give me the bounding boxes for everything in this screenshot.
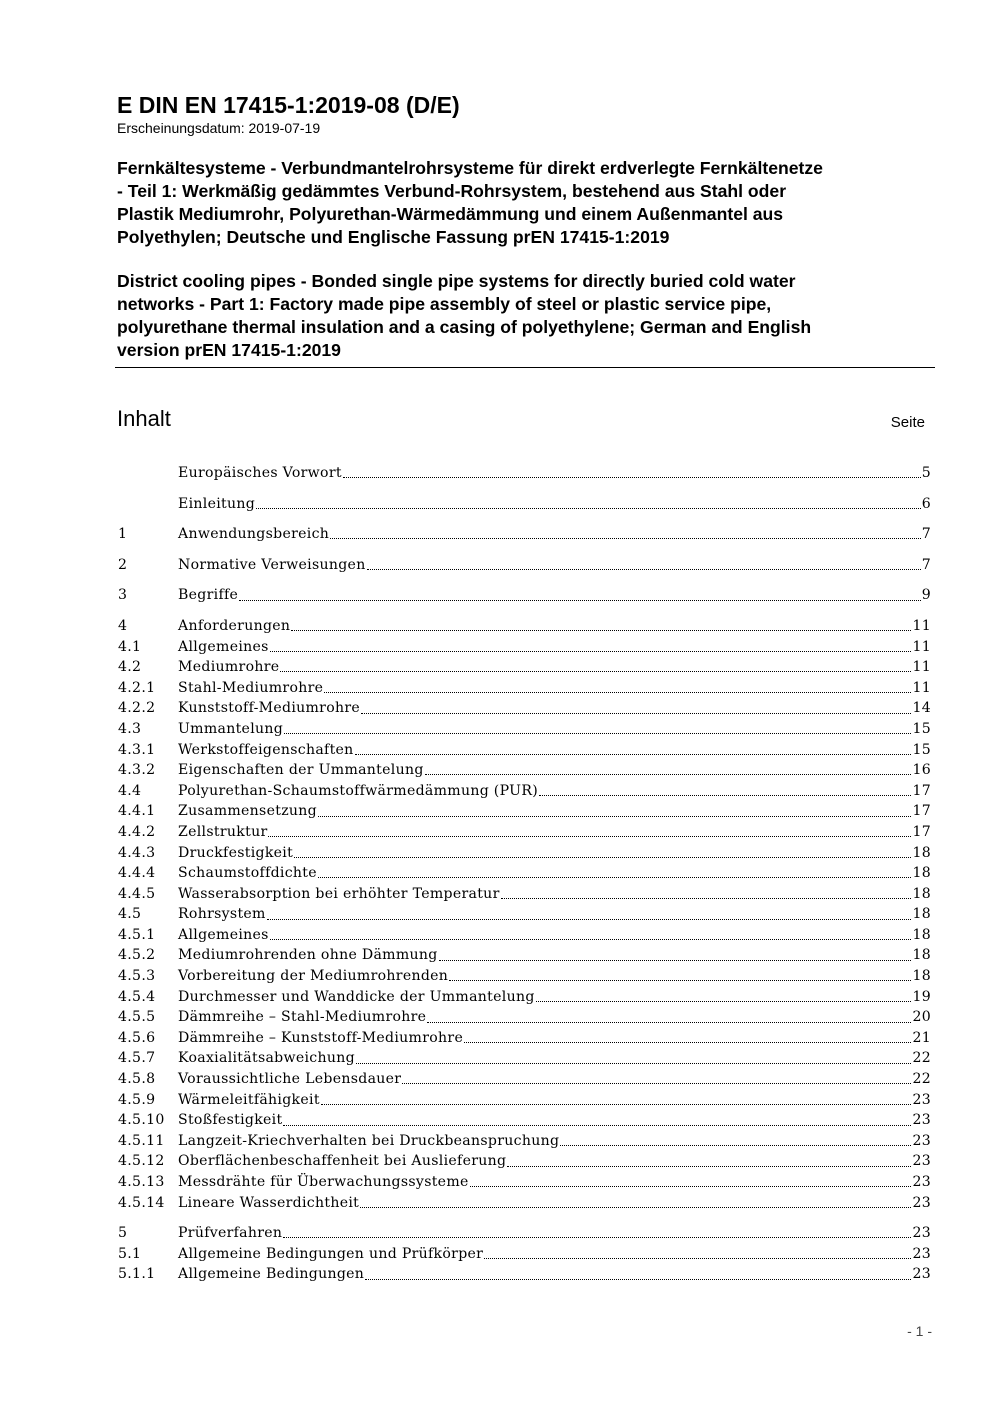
toc-entry[interactable] bbox=[118, 1048, 931, 1069]
header-divider bbox=[115, 367, 935, 368]
toc-entry[interactable] bbox=[118, 781, 931, 802]
title-german-line: - Teil 1: Werkmäßig gedämmtes Verbund-Rohrsystem, bestehend aus Stahl oder bbox=[117, 181, 787, 201]
toc-entry[interactable] bbox=[118, 524, 931, 545]
toc-entry-title: Zusammensetzung bbox=[178, 803, 317, 820]
toc-dot-leader bbox=[356, 1062, 911, 1064]
toc-entry-page: 18 bbox=[912, 947, 931, 964]
toc-entry-title: Allgemeines bbox=[178, 926, 269, 943]
toc-entry-page: 18 bbox=[912, 865, 931, 882]
toc-entry-number: 5.1 bbox=[118, 1245, 142, 1262]
toc-dot-leader bbox=[280, 670, 911, 672]
toc-entry[interactable] bbox=[118, 822, 931, 843]
toc-dot-leader bbox=[361, 712, 911, 714]
toc-entry-number: 4.5.11 bbox=[118, 1132, 165, 1149]
toc-entry-page: 11 bbox=[912, 659, 931, 676]
toc-entry-page: 20 bbox=[912, 1009, 931, 1026]
table-of-contents bbox=[118, 463, 931, 1285]
toc-entry[interactable] bbox=[118, 1223, 931, 1244]
toc-entry-title: Anwendungsbereich bbox=[178, 526, 330, 543]
toc-entry-page: 11 bbox=[912, 638, 931, 655]
toc-entry-number: 4.5.13 bbox=[118, 1174, 165, 1190]
toc-entry[interactable] bbox=[118, 863, 931, 884]
toc-entry-number: 4.4.3 bbox=[118, 844, 156, 861]
toc-entry-title: Stahl-Mediumrohre bbox=[178, 679, 324, 696]
toc-entry[interactable] bbox=[118, 463, 931, 484]
toc-dot-leader bbox=[536, 1000, 912, 1002]
toc-dot-leader bbox=[449, 979, 911, 981]
toc-entry-title: Druckfestigkeit bbox=[178, 844, 294, 861]
toc-entry-title: Schaumstoffdichte bbox=[178, 865, 317, 882]
document-id: E DIN EN 17415-1:2019-08 (D/E) bbox=[117, 92, 460, 118]
toc-entry[interactable] bbox=[118, 1151, 931, 1172]
toc-entry-number: 4.5.9 bbox=[118, 1091, 156, 1108]
toc-entry[interactable] bbox=[118, 945, 931, 966]
toc-dot-leader bbox=[268, 835, 911, 837]
toc-entry-title: Zellstruktur bbox=[178, 823, 268, 840]
toc-entry[interactable] bbox=[118, 1110, 931, 1131]
toc-entry[interactable] bbox=[118, 760, 931, 781]
toc-entry-title: Messdrähte für Überwachungssysteme bbox=[178, 1174, 469, 1190]
toc-entry-title: Normative Verweisungen bbox=[178, 556, 366, 573]
title-english-line: polyurethane thermal insulation and a casing of polyethylene; German and English bbox=[117, 317, 812, 337]
toc-dot-leader bbox=[343, 476, 921, 478]
toc-entry[interactable] bbox=[118, 637, 931, 658]
toc-entry-number: 4.5.6 bbox=[118, 1029, 156, 1046]
toc-entry-number: 3 bbox=[118, 587, 128, 604]
toc-entry[interactable] bbox=[118, 616, 931, 637]
toc-entry-title: Wasserabsorption bei erhöhter Temperatur bbox=[178, 885, 500, 902]
publication-date: Erscheinungsdatum: 2019-07-19 bbox=[117, 120, 321, 136]
toc-entry-number: 4.4 bbox=[118, 782, 142, 799]
page-number: - 1 - bbox=[907, 1323, 932, 1339]
toc-entry[interactable] bbox=[118, 987, 931, 1008]
toc-entry-title: Voraussichtliche Lebensdauer bbox=[178, 1071, 402, 1088]
toc-entry-number: 4.5.4 bbox=[118, 988, 156, 1005]
toc-dot-leader bbox=[284, 732, 911, 734]
toc-entry-title: Dämmreihe – Kunststoff-Mediumrohre bbox=[178, 1029, 464, 1046]
toc-entry-title: Allgemeine Bedingungen bbox=[178, 1266, 365, 1283]
toc-dot-leader bbox=[294, 856, 911, 858]
toc-entry-page: 18 bbox=[912, 885, 931, 902]
toc-entry-number: 4.5.3 bbox=[118, 968, 156, 985]
page-column-heading: Seite bbox=[890, 414, 925, 431]
toc-entry-number: 4.4.5 bbox=[118, 885, 156, 902]
title-english bbox=[117, 270, 935, 364]
toc-entry-page: 22 bbox=[912, 1071, 931, 1088]
toc-entry-title: Oberflächenbeschaffenheit bei Auslieferung bbox=[178, 1153, 507, 1170]
toc-entry-number: 4.4.1 bbox=[118, 803, 156, 820]
toc-entry-page: 23 bbox=[912, 1112, 931, 1129]
toc-entry-title: Rohrsystem bbox=[178, 906, 266, 923]
toc-entry-title: Prüfverfahren bbox=[178, 1225, 283, 1242]
toc-entry-title: Langzeit-Kriechverhalten bei Druckbeanspruchung bbox=[178, 1132, 560, 1149]
toc-entry-number: 4.3 bbox=[118, 720, 142, 737]
toc-dot-leader bbox=[330, 537, 921, 539]
toc-entry-title: Allgemeines bbox=[178, 638, 269, 655]
toc-entry-title: Mediumrohrenden ohne Dämmung bbox=[178, 947, 438, 964]
toc-entry-page: 18 bbox=[912, 926, 931, 943]
toc-entry-number: 4.5.7 bbox=[118, 1050, 156, 1067]
toc-entry[interactable] bbox=[118, 1007, 931, 1028]
toc-dot-leader bbox=[501, 897, 912, 899]
toc-entry-page: 23 bbox=[912, 1194, 931, 1211]
toc-dot-leader bbox=[256, 507, 921, 509]
toc-entry[interactable] bbox=[118, 740, 931, 761]
toc-entry-page: 23 bbox=[912, 1174, 931, 1190]
toc-entry-number: 4.4.4 bbox=[118, 865, 156, 882]
toc-dot-leader bbox=[439, 959, 912, 961]
title-english-line: version prEN 17415-1:2019 bbox=[117, 340, 341, 360]
toc-dot-leader bbox=[464, 1041, 911, 1043]
toc-entry-number: 4.2 bbox=[118, 659, 142, 676]
title-german-line: Polyethylen; Deutsche und Englische Fassung prEN 17415-1:2019 bbox=[117, 227, 670, 247]
toc-entry-page: 7 bbox=[921, 526, 931, 543]
toc-entry[interactable] bbox=[118, 1172, 931, 1193]
toc-dot-leader bbox=[283, 1236, 911, 1238]
toc-dot-leader bbox=[402, 1082, 911, 1084]
toc-entry-page: 14 bbox=[912, 700, 931, 717]
toc-entry-page: 21 bbox=[912, 1029, 931, 1046]
toc-entry-page: 15 bbox=[912, 741, 931, 758]
toc-entry-title: Europäisches Vorwort bbox=[178, 465, 342, 481]
toc-dot-leader bbox=[324, 691, 911, 693]
toc-entry-number: 4.3.2 bbox=[118, 762, 156, 779]
toc-entry-number: 4.5.5 bbox=[118, 1009, 156, 1026]
toc-entry[interactable] bbox=[118, 1028, 931, 1049]
toc-entry-number: 5.1.1 bbox=[118, 1266, 156, 1283]
toc-dot-leader bbox=[318, 876, 912, 878]
toc-entry-number: 1 bbox=[118, 526, 128, 543]
toc-entry[interactable] bbox=[118, 884, 931, 905]
toc-entry-title: Werkstoffeigenschaften bbox=[178, 741, 354, 758]
toc-entry-title: Ummantelung bbox=[178, 720, 284, 737]
toc-entry-number: 4 bbox=[118, 617, 128, 634]
toc-entry[interactable] bbox=[118, 925, 931, 946]
toc-entry-page: 23 bbox=[912, 1153, 931, 1170]
toc-entry-number: 4.5.12 bbox=[118, 1153, 165, 1170]
toc-entry-number: 4.5 bbox=[118, 906, 142, 923]
toc-entry-page: 17 bbox=[912, 803, 931, 820]
toc-entry-number: 4.5.2 bbox=[118, 947, 156, 964]
toc-entry-title: Eigenschaften der Ummantelung bbox=[178, 762, 424, 779]
toc-dot-leader bbox=[560, 1144, 911, 1146]
toc-entry[interactable] bbox=[118, 1131, 931, 1152]
toc-dot-leader bbox=[270, 650, 912, 652]
toc-entry-page: 16 bbox=[912, 762, 931, 779]
toc-entry-title: Einleitung bbox=[178, 495, 256, 512]
toc-entry-page: 23 bbox=[912, 1091, 931, 1108]
toc-entry-page: 18 bbox=[912, 844, 931, 861]
toc-entry[interactable] bbox=[118, 904, 931, 925]
toc-entry-page: 23 bbox=[912, 1225, 931, 1242]
toc-entry[interactable] bbox=[118, 698, 931, 719]
toc-entry[interactable] bbox=[118, 585, 931, 606]
toc-entry-page: 17 bbox=[912, 823, 931, 840]
toc-dot-leader bbox=[267, 918, 912, 920]
title-english-line: District cooling pipes - Bonded single pipe systems for directly buried cold water bbox=[117, 271, 796, 291]
toc-entry-page: 18 bbox=[912, 906, 931, 923]
toc-entry-title: Wärmeleitfähigkeit bbox=[178, 1091, 320, 1108]
toc-entry-number: 5 bbox=[118, 1225, 128, 1242]
toc-entry-page: 23 bbox=[912, 1132, 931, 1149]
toc-entry-title: Begriffe bbox=[178, 587, 239, 604]
toc-entry-number: 4.2.2 bbox=[118, 700, 156, 717]
toc-entry-number: 4.5.10 bbox=[118, 1112, 165, 1129]
title-german-line: Fernkältesysteme - Verbundmantelrohrsysteme für direkt erdverlegte Fernkältenetze bbox=[117, 158, 823, 178]
toc-entry-title: Koaxialitätsabweichung bbox=[178, 1050, 355, 1067]
toc-entry[interactable] bbox=[118, 719, 931, 740]
toc-dot-leader bbox=[470, 1185, 912, 1187]
toc-entry-title: Kunststoff-Mediumrohre bbox=[178, 700, 361, 717]
toc-entry[interactable] bbox=[118, 1069, 931, 1090]
toc-dot-leader bbox=[484, 1257, 911, 1259]
toc-dot-leader bbox=[360, 1206, 911, 1208]
toc-entry[interactable] bbox=[118, 555, 931, 576]
toc-entry-page: 11 bbox=[912, 679, 931, 696]
toc-dot-leader bbox=[539, 794, 911, 796]
toc-dot-leader bbox=[425, 773, 912, 775]
toc-entry-page: 19 bbox=[912, 988, 931, 1005]
toc-entry[interactable] bbox=[118, 1090, 931, 1111]
toc-dot-leader bbox=[283, 1124, 911, 1126]
toc-entry-page: 6 bbox=[921, 495, 931, 512]
toc-dot-leader bbox=[318, 815, 911, 817]
toc-entry[interactable] bbox=[118, 1244, 931, 1265]
toc-entry-page: 18 bbox=[912, 968, 931, 985]
toc-dot-leader bbox=[367, 568, 921, 570]
toc-dot-leader bbox=[291, 629, 911, 631]
toc-entry-number: 4.3.1 bbox=[118, 741, 156, 758]
toc-entry-number: 4.1 bbox=[118, 638, 142, 655]
toc-entry-title: Polyurethan-Schaumstoffwärmedämmung (PUR) bbox=[178, 782, 539, 799]
document-header bbox=[117, 90, 935, 364]
toc-entry-page: 15 bbox=[912, 720, 931, 737]
toc-dot-leader bbox=[355, 753, 912, 755]
toc-entry[interactable] bbox=[118, 843, 931, 864]
toc-entry[interactable] bbox=[118, 1264, 931, 1285]
toc-entry-title: Vorbereitung der Mediumrohrenden bbox=[178, 968, 449, 985]
toc-entry[interactable] bbox=[118, 494, 931, 515]
toc-entry-page: 9 bbox=[921, 587, 931, 604]
toc-dot-leader bbox=[239, 599, 921, 601]
toc-entry-number: 4.2.1 bbox=[118, 679, 156, 696]
toc-entry-number: 4.5.8 bbox=[118, 1071, 156, 1088]
toc-entry-page: 11 bbox=[912, 617, 931, 634]
title-german bbox=[117, 157, 935, 249]
title-english-line: networks - Part 1: Factory made pipe assembly of steel or plastic service pipe, bbox=[117, 294, 772, 314]
toc-dot-leader bbox=[321, 1103, 912, 1105]
toc-entry-page: 22 bbox=[912, 1050, 931, 1067]
toc-entry-title: Dämmreihe – Stahl-Mediumrohre bbox=[178, 1009, 427, 1026]
toc-dot-leader bbox=[365, 1278, 911, 1280]
toc-entry-number: 4.5.14 bbox=[118, 1194, 165, 1211]
toc-entry-title: Allgemeine Bedingungen und Prüfkörper bbox=[178, 1245, 484, 1262]
toc-entry-page: 5 bbox=[921, 465, 931, 481]
toc-entry[interactable] bbox=[118, 657, 931, 678]
toc-entry-title: Lineare Wasserdichtheit bbox=[178, 1194, 360, 1211]
toc-entry-title: Durchmesser und Wanddicke der Ummantelung bbox=[178, 988, 535, 1005]
toc-dot-leader bbox=[427, 1021, 911, 1023]
toc-entry-number: 4.5.1 bbox=[118, 926, 156, 943]
toc-entry-page: 7 bbox=[921, 556, 931, 573]
toc-entry[interactable] bbox=[118, 678, 931, 699]
toc-entry-title: Stoßfestigkeit bbox=[178, 1112, 283, 1129]
toc-entry[interactable] bbox=[118, 801, 931, 822]
toc-entry[interactable] bbox=[118, 966, 931, 987]
toc-dot-leader bbox=[507, 1165, 911, 1167]
toc-entry-title: Anforderungen bbox=[178, 617, 291, 634]
toc-dot-leader bbox=[270, 938, 912, 940]
toc-entry-number: 2 bbox=[118, 556, 128, 573]
title-german-line: Plastik Mediumrohr, Polyurethan-Wärmedämmung und einem Außenmantel aus bbox=[117, 204, 784, 224]
contents-heading: Inhalt bbox=[117, 406, 171, 431]
toc-entry-number: 4.4.2 bbox=[118, 823, 156, 840]
toc-entry[interactable] bbox=[118, 1193, 931, 1214]
toc-entry-page: 23 bbox=[912, 1245, 931, 1262]
toc-entry-page: 23 bbox=[912, 1266, 931, 1283]
toc-entry-page: 17 bbox=[912, 782, 931, 799]
toc-entry-title: Mediumrohre bbox=[178, 659, 280, 676]
